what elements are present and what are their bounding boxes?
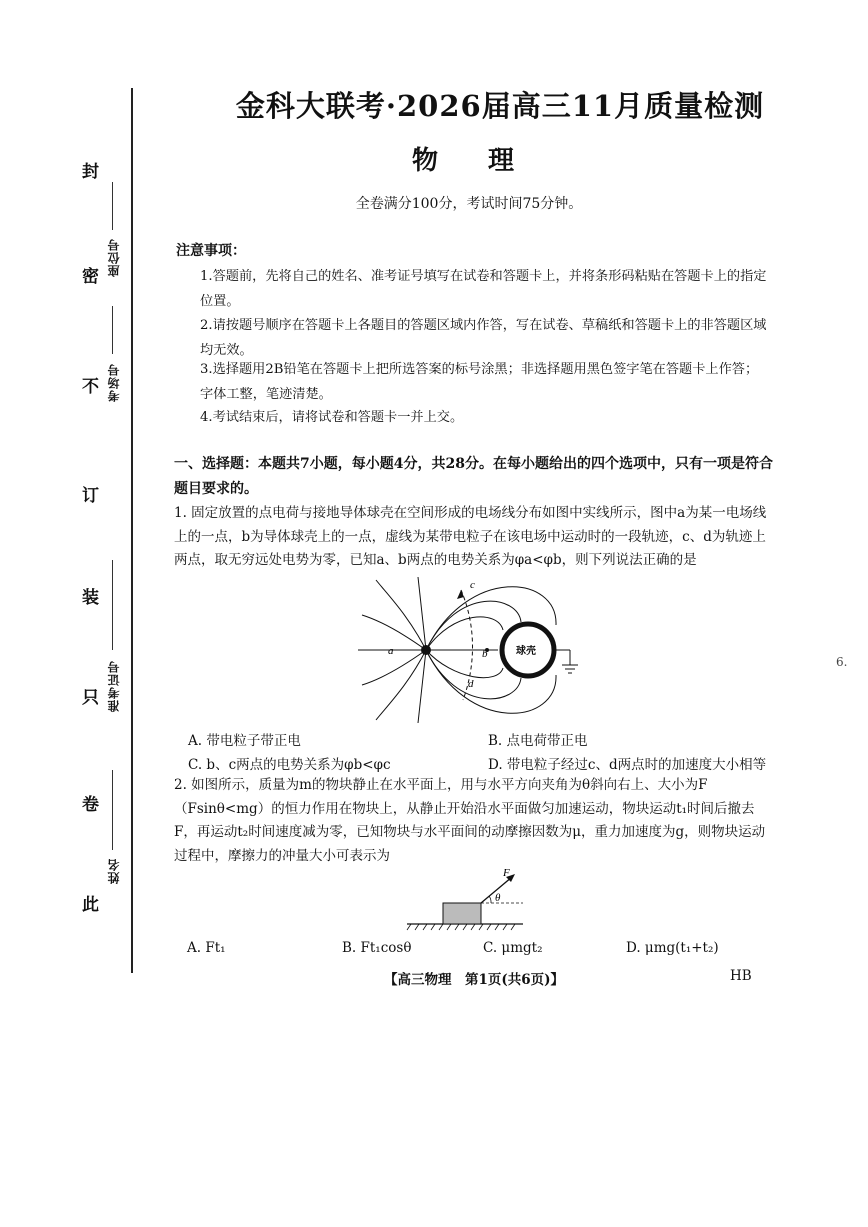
label-a: a [388, 645, 394, 657]
label-shell: 球壳 [516, 646, 536, 657]
q1-option-b[interactable]: B. 点电荷带正电 [488, 733, 588, 749]
section-heading: 一、选择题：本题共7小题，每小题4分，共28分。在每小题给出的四个选项中，只有一项是符合题目要求的。 [174, 456, 773, 497]
notice-item: 2.请按题号顺序在答题卡上各题目的答题区域内作答，写在试卷、草稿纸和答题卡上的非答题区域均无效。 [200, 318, 767, 358]
label-force: F [503, 867, 510, 879]
q1-option-d[interactable]: D. 带电粒子经过c、d两点时的加速度大小相等 [488, 757, 767, 773]
q2-option-c[interactable]: C. μmgt₂ [483, 940, 543, 956]
footer-code: HB [730, 968, 752, 984]
exam-room-blank[interactable] [112, 306, 113, 354]
notice-item: 3.选择题用2B铅笔在答题卡上把所选答案的标号涂黑；非选择题用黑色签字笔在答题卡上作答；字体工整，笔迹清楚。 [200, 362, 759, 402]
q1-option-a[interactable]: A. 带电粒子带正电 [188, 733, 301, 749]
block-force-figure [405, 866, 530, 936]
binding-char-8: 此 [82, 895, 99, 915]
notice-item: 1.答题前，先将自己的姓名、准考证号填写在试卷和答题卡上，并将条形码粘贴在答题卡上的指定位置。 [200, 269, 767, 309]
page-footer: 【高三物理 第1页(共6页)】 [384, 972, 565, 988]
electric-field-figure [358, 575, 588, 725]
name-label: 姓名 [107, 858, 121, 884]
label-theta: θ [495, 892, 501, 904]
subject-title: 物 理 [411, 146, 526, 176]
binding-char-1: 封 [82, 162, 99, 182]
seat-number-label: 座位号 [107, 238, 121, 277]
binding-char-5: 装 [82, 588, 99, 608]
name-blank[interactable] [112, 770, 113, 850]
notice-heading: 注意事项： [176, 243, 246, 259]
seat-number-blank[interactable] [112, 182, 113, 230]
binding-line [131, 88, 133, 973]
label-b: b [482, 648, 488, 660]
q2-option-b[interactable]: B. Ft₁cosθ [342, 940, 412, 956]
label-d: d [468, 678, 474, 690]
binding-char-7: 卷 [82, 795, 99, 815]
binding-char-6: 只 [82, 688, 99, 708]
binding-char-4: 订 [82, 486, 99, 506]
binding-char-3: 不 [82, 377, 99, 397]
exam-room-label: 考场号 [107, 363, 121, 402]
admission-number-label: 准考证号 [107, 660, 121, 712]
binding-char-2: 密 [82, 267, 99, 287]
question-1-stem: 1. 固定放置的点电荷与接地导体球壳在空间形成的电场线分布如图中实线所示，图中a为某一电场线上的一点，b为导体球壳上的一点，虚线为某带电粒子在该电场中运动时的一段轨迹，c、d为轨迹上两点，取无穷远处电势为零，已知a、b两点的电势关系为φa<φb，则下列说法正确的是 [174, 505, 767, 568]
notice-item: 4.考试结束后，请将试卷和答题卡一并上交。 [200, 410, 464, 425]
q1-option-c[interactable]: C. b、c两点的电势关系为φb<φc [188, 757, 391, 773]
exam-title: 金科大联考·2026届高三11月质量检测 [235, 89, 765, 123]
q2-option-d[interactable]: D. μmg(t₁+t₂) [626, 940, 719, 956]
edge-mark: 6. [836, 655, 848, 669]
admission-number-blank[interactable] [112, 560, 113, 650]
score-line: 全卷满分100分，考试时间75分钟。 [355, 196, 583, 212]
question-2-stem: 2. 如图所示，质量为m的物块静止在水平面上，用与水平方向夹角为θ斜向右上、大小为F（Fsinθ<mg）的恒力作用在物块上，从静止开始沿水平面做匀加速运动，物块运动t₁时间后撤去F，再运动t₂时间速度减为零，已知物块与水平面间的动摩擦因数为μ，重力加速度为g，则物块运动过程中，摩擦力的冲量大小可表示为 [174, 777, 766, 864]
q2-option-a[interactable]: A. Ft₁ [187, 940, 226, 956]
label-c: c [470, 579, 475, 591]
